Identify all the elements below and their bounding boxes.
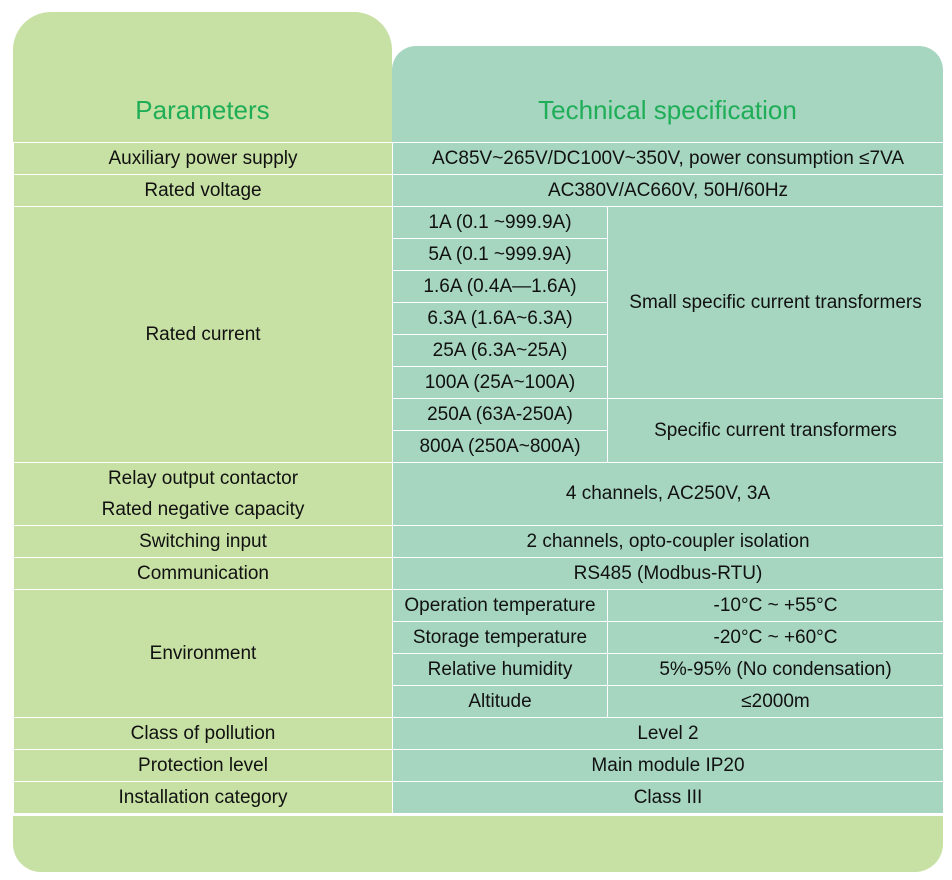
current-range: 1A (0.1 ~999.9A)	[393, 207, 608, 239]
spec-value: RS485 (Modbus-RTU)	[393, 558, 944, 590]
ct-group-label: Small specific current transformers	[608, 207, 944, 399]
env-item-value: -10°C ~ +55°C	[608, 590, 944, 622]
table-row	[14, 175, 944, 207]
param-label: Protection level	[14, 750, 393, 782]
param-label: Switching input	[14, 526, 393, 558]
current-range: 100A (25A~100A)	[393, 367, 608, 399]
ct-group-label: Specific current transformers	[608, 399, 944, 463]
table-row	[14, 143, 944, 175]
current-range: 800A (250A~800A)	[393, 431, 608, 463]
technical-specification-heading: Technical specification	[538, 94, 797, 125]
env-item-value: -20°C ~ +60°C	[608, 622, 944, 654]
param-label: Rated voltage	[14, 175, 393, 207]
param-label: Class of pollution	[14, 718, 393, 750]
table-row	[14, 590, 944, 622]
param-label-line: Relay output contactor	[107, 468, 299, 489]
param-label: Communication	[14, 558, 393, 590]
param-label: Auxiliary power supply	[14, 143, 393, 175]
spec-value: Class III	[393, 782, 944, 814]
table-row	[14, 207, 944, 239]
table-row	[14, 463, 944, 526]
table-row	[14, 782, 944, 814]
env-item-name: Operation temperature	[393, 590, 608, 622]
env-item-value: 5%-95% (No condensation)	[608, 654, 944, 686]
table-row	[14, 718, 944, 750]
current-range: 5A (0.1 ~999.9A)	[393, 239, 608, 271]
env-item-value: ≤2000m	[608, 686, 944, 718]
spec-value: 4 channels, AC250V, 3A	[393, 463, 944, 526]
current-range: 250A (63A-250A)	[393, 399, 608, 431]
spec-value: Main module IP20	[393, 750, 944, 782]
param-label: Installation category	[14, 782, 393, 814]
spec-value: Level 2	[393, 718, 944, 750]
param-label: Rated current	[14, 207, 393, 463]
current-range: 6.3A (1.6A~6.3A)	[393, 303, 608, 335]
parameters-heading: Parameters	[135, 94, 270, 125]
specification-table	[13, 142, 944, 814]
env-item-name: Storage temperature	[393, 622, 608, 654]
spec-value: 2 channels, opto-coupler isolation	[393, 526, 944, 558]
current-range: 25A (6.3A~25A)	[393, 335, 608, 367]
current-range: 1.6A (0.4A—1.6A)	[393, 271, 608, 303]
spec-value: AC380V/AC660V, 50H/60Hz	[393, 175, 944, 207]
env-item-name: Relative humidity	[393, 654, 608, 686]
spec-value: AC85V~265V/DC100V~350V, power consumption ≤7VA	[393, 143, 944, 175]
table-row	[14, 750, 944, 782]
table-row	[14, 526, 944, 558]
table-footer	[13, 816, 943, 872]
param-label-line: Rated negative capacity	[101, 499, 305, 520]
env-item-name: Altitude	[393, 686, 608, 718]
param-label	[14, 463, 393, 526]
param-label: Environment	[14, 590, 393, 718]
table-row	[14, 558, 944, 590]
